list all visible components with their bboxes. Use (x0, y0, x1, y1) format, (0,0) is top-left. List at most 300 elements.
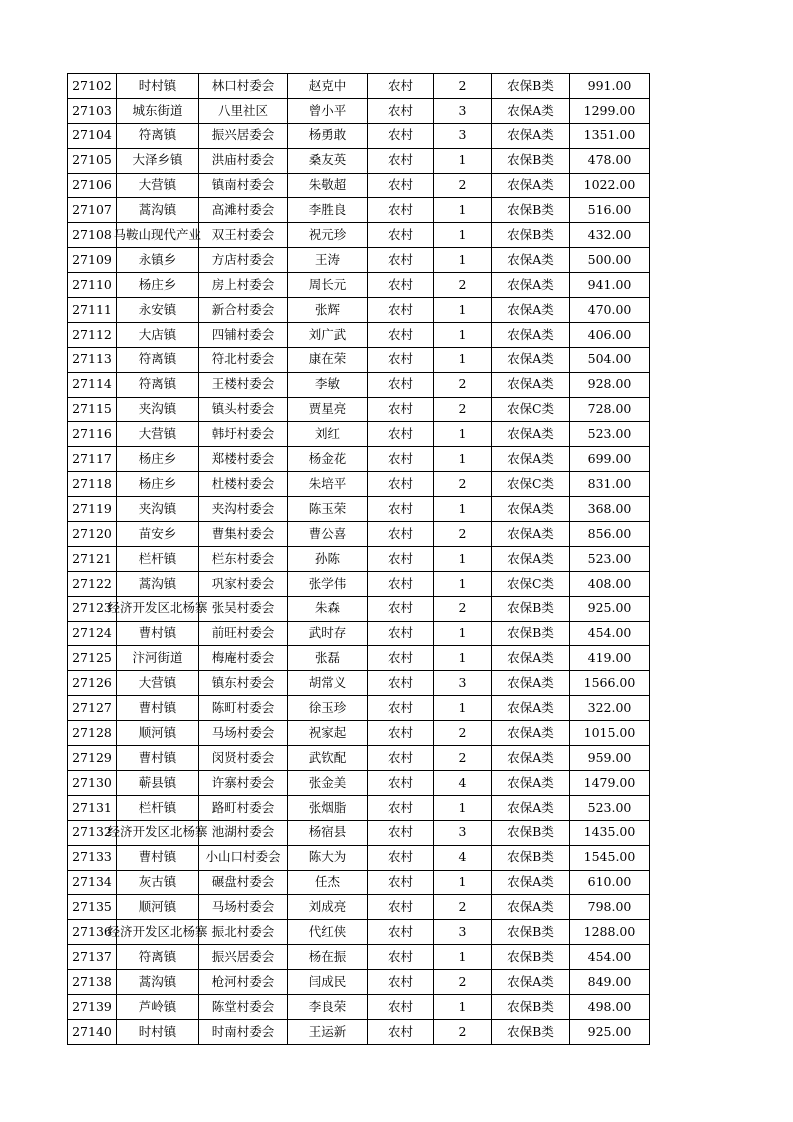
cell-insurance-category: 农保B类 (492, 1019, 570, 1044)
cell-insurance-category: 农保A类 (492, 746, 570, 771)
cell-record-id: 27131 (68, 795, 117, 820)
cell-area-type: 农村 (368, 123, 434, 148)
cell-area-type: 农村 (368, 920, 434, 945)
cell-amount: 856.00 (570, 522, 650, 547)
cell-village-committee: 符北村委会 (199, 347, 288, 372)
cell-area-type: 农村 (368, 248, 434, 273)
cell-insurance-category: 农保B类 (492, 74, 570, 99)
cell-amount: 523.00 (570, 795, 650, 820)
cell-township (107, 920, 208, 945)
cell-amount: 1299.00 (570, 98, 650, 123)
cell-person-name: 陈大为 (288, 845, 368, 870)
cell-township: 符离镇 (117, 123, 199, 148)
cell-township: 曹村镇 (117, 696, 199, 721)
table-row (68, 994, 650, 1019)
table-row (68, 1019, 650, 1044)
cell-record-id: 27138 (68, 970, 117, 995)
cell-township: 顺河镇 (117, 721, 199, 746)
cell-amount: 728.00 (570, 397, 650, 422)
cell-insurance-category: 农保B类 (492, 920, 570, 945)
cell-amount: 849.00 (570, 970, 650, 995)
table-row (68, 497, 650, 522)
cell-area-type: 农村 (368, 770, 434, 795)
cell-household-count: 2 (434, 596, 492, 621)
cell-household-count: 3 (434, 123, 492, 148)
cell-household-count: 2 (434, 472, 492, 497)
cell-record-id: 27126 (68, 671, 117, 696)
cell-village-committee: 陈堂村委会 (199, 994, 288, 1019)
cell-township: 杨庄乡 (117, 472, 199, 497)
table-row (68, 845, 650, 870)
cell-household-count: 2 (434, 1019, 492, 1044)
cell-area-type: 农村 (368, 721, 434, 746)
cell-record-id: 27105 (68, 148, 117, 173)
cell-township (107, 820, 208, 845)
cell-village-committee: 碾盘村委会 (199, 870, 288, 895)
cell-insurance-category: 农保A类 (492, 895, 570, 920)
cell-village-committee: 池湖村委会 (199, 820, 288, 845)
cell-township: 大营镇 (117, 671, 199, 696)
table-row (68, 621, 650, 646)
cell-household-count: 1 (434, 148, 492, 173)
cell-household-count: 1 (434, 546, 492, 571)
cell-township: 蕲县镇 (117, 770, 199, 795)
cell-record-id: 27121 (68, 546, 117, 571)
cell-area-type: 农村 (368, 422, 434, 447)
cell-record-id: 27140 (68, 1019, 117, 1044)
cell-person-name: 闫成民 (288, 970, 368, 995)
cell-person-name: 杨在振 (288, 945, 368, 970)
cell-amount: 408.00 (570, 571, 650, 596)
cell-village-committee: 陈町村委会 (199, 696, 288, 721)
cell-amount: 798.00 (570, 895, 650, 920)
cell-amount: 1022.00 (570, 173, 650, 198)
cell-insurance-category: 农保A类 (492, 322, 570, 347)
table-row (68, 372, 650, 397)
cell-household-count: 2 (434, 970, 492, 995)
cell-township: 时村镇 (117, 74, 199, 99)
table-row (68, 522, 650, 547)
cell-area-type: 农村 (368, 646, 434, 671)
cell-person-name: 王涛 (288, 248, 368, 273)
cell-village-committee: 四铺村委会 (199, 322, 288, 347)
cell-township: 城东街道 (117, 98, 199, 123)
cell-person-name: 张金美 (288, 770, 368, 795)
cell-village-committee: 林口村委会 (199, 74, 288, 99)
cell-record-id: 27109 (68, 248, 117, 273)
cell-area-type: 农村 (368, 347, 434, 372)
cell-insurance-category: 农保A类 (492, 347, 570, 372)
cell-amount: 523.00 (570, 422, 650, 447)
table-row (68, 173, 650, 198)
records-table-body (68, 74, 650, 1045)
cell-record-id: 27110 (68, 273, 117, 298)
cell-insurance-category: 农保C类 (492, 397, 570, 422)
cell-area-type: 农村 (368, 845, 434, 870)
cell-household-count: 2 (434, 74, 492, 99)
cell-insurance-category: 农保C类 (492, 571, 570, 596)
cell-township: 苗安乡 (117, 522, 199, 547)
table-row (68, 596, 650, 621)
cell-insurance-category: 农保A类 (492, 372, 570, 397)
cell-insurance-category: 农保A类 (492, 646, 570, 671)
cell-village-committee: 枪河村委会 (199, 970, 288, 995)
cell-area-type: 农村 (368, 546, 434, 571)
cell-household-count: 1 (434, 322, 492, 347)
cell-record-id: 27135 (68, 895, 117, 920)
cell-village-committee: 小山口村委会 (199, 845, 288, 870)
cell-record-id: 27120 (68, 522, 117, 547)
cell-insurance-category: 农保B类 (492, 820, 570, 845)
cell-household-count: 2 (434, 372, 492, 397)
cell-record-id: 27112 (68, 322, 117, 347)
cell-person-name: 朱培平 (288, 472, 368, 497)
cell-village-committee: 双王村委会 (199, 223, 288, 248)
cell-person-name: 桑友英 (288, 148, 368, 173)
cell-person-name: 王运新 (288, 1019, 368, 1044)
cell-amount: 500.00 (570, 248, 650, 273)
cell-village-committee: 路町村委会 (199, 795, 288, 820)
cell-township: 符离镇 (117, 945, 199, 970)
table-row (68, 895, 650, 920)
cell-household-count: 2 (434, 397, 492, 422)
cell-area-type: 农村 (368, 148, 434, 173)
table-row (68, 945, 650, 970)
cell-record-id: 27139 (68, 994, 117, 1019)
cell-amount: 959.00 (570, 746, 650, 771)
cell-insurance-category: 农保A类 (492, 970, 570, 995)
table-row (68, 770, 650, 795)
cell-record-id: 27130 (68, 770, 117, 795)
township-overflow-text: 经济开发区北杨寨 (107, 923, 208, 939)
cell-township: 大店镇 (117, 322, 199, 347)
cell-insurance-category: 农保B类 (492, 994, 570, 1019)
table-row (68, 248, 650, 273)
cell-person-name: 代红侠 (288, 920, 368, 945)
cell-amount: 454.00 (570, 621, 650, 646)
cell-person-name: 武时存 (288, 621, 368, 646)
table-row (68, 671, 650, 696)
cell-village-committee: 郑楼村委会 (199, 447, 288, 472)
cell-village-committee: 时南村委会 (199, 1019, 288, 1044)
cell-insurance-category: 农保A类 (492, 522, 570, 547)
cell-insurance-category: 农保A类 (492, 298, 570, 323)
cell-record-id: 27119 (68, 497, 117, 522)
township-overflow-text: 马鞍山现代产业 (113, 227, 202, 243)
cell-area-type: 农村 (368, 198, 434, 223)
cell-insurance-category: 农保B类 (492, 845, 570, 870)
township-overflow-text: 经济开发区北杨寨 (107, 824, 208, 840)
table-row (68, 571, 650, 596)
cell-insurance-category: 农保B类 (492, 596, 570, 621)
cell-village-committee: 洪庙村委会 (199, 148, 288, 173)
cell-record-id: 27115 (68, 397, 117, 422)
cell-record-id: 27133 (68, 845, 117, 870)
cell-person-name: 康在荣 (288, 347, 368, 372)
table-row (68, 74, 650, 99)
cell-amount: 454.00 (570, 945, 650, 970)
cell-township: 夹沟镇 (117, 497, 199, 522)
cell-record-id: 27127 (68, 696, 117, 721)
cell-record-id: 27117 (68, 447, 117, 472)
cell-household-count: 4 (434, 770, 492, 795)
cell-household-count: 1 (434, 621, 492, 646)
cell-village-committee: 镇南村委会 (199, 173, 288, 198)
cell-insurance-category: 农保A类 (492, 248, 570, 273)
cell-record-id: 27116 (68, 422, 117, 447)
cell-record-id: 27106 (68, 173, 117, 198)
table-row (68, 447, 650, 472)
cell-village-committee: 振兴居委会 (199, 945, 288, 970)
cell-amount: 368.00 (570, 497, 650, 522)
township-overflow-text: 经济开发区北杨寨 (107, 600, 208, 616)
cell-household-count: 1 (434, 298, 492, 323)
cell-person-name: 李良荣 (288, 994, 368, 1019)
cell-record-id: 27122 (68, 571, 117, 596)
cell-village-committee: 杜楼村委会 (199, 472, 288, 497)
cell-person-name: 陈玉荣 (288, 497, 368, 522)
cell-village-committee: 方店村委会 (199, 248, 288, 273)
cell-area-type: 农村 (368, 522, 434, 547)
cell-person-name: 李敏 (288, 372, 368, 397)
table-row (68, 920, 650, 945)
cell-amount: 419.00 (570, 646, 650, 671)
cell-person-name: 祝家起 (288, 721, 368, 746)
table-row (68, 646, 650, 671)
cell-amount: 1545.00 (570, 845, 650, 870)
cell-township: 芦岭镇 (117, 994, 199, 1019)
cell-person-name: 杨勇敢 (288, 123, 368, 148)
cell-household-count: 1 (434, 198, 492, 223)
table-row (68, 546, 650, 571)
table-row (68, 472, 650, 497)
cell-township: 符离镇 (117, 347, 199, 372)
cell-person-name: 朱敬超 (288, 173, 368, 198)
cell-household-count: 1 (434, 646, 492, 671)
cell-amount: 831.00 (570, 472, 650, 497)
cell-household-count: 3 (434, 820, 492, 845)
table-row (68, 322, 650, 347)
cell-insurance-category: 农保A类 (492, 870, 570, 895)
cell-household-count: 1 (434, 696, 492, 721)
cell-township: 顺河镇 (117, 895, 199, 920)
cell-insurance-category: 农保B类 (492, 198, 570, 223)
cell-record-id: 27113 (68, 347, 117, 372)
table-row (68, 223, 650, 248)
cell-insurance-category: 农保A类 (492, 546, 570, 571)
table-row (68, 422, 650, 447)
cell-household-count: 1 (434, 571, 492, 596)
cell-township: 大营镇 (117, 422, 199, 447)
cell-amount: 478.00 (570, 148, 650, 173)
cell-record-id: 27123 (68, 596, 117, 621)
cell-amount: 516.00 (570, 198, 650, 223)
cell-household-count: 1 (434, 795, 492, 820)
cell-township: 大泽乡镇 (117, 148, 199, 173)
cell-township: 夹沟镇 (117, 397, 199, 422)
cell-amount: 406.00 (570, 322, 650, 347)
cell-township: 栏杆镇 (117, 795, 199, 820)
table-row (68, 721, 650, 746)
cell-village-committee: 高滩村委会 (199, 198, 288, 223)
table-row (68, 696, 650, 721)
cell-township (107, 596, 208, 621)
table-row (68, 123, 650, 148)
cell-village-committee: 镇东村委会 (199, 671, 288, 696)
cell-insurance-category: 农保A类 (492, 422, 570, 447)
cell-area-type: 农村 (368, 74, 434, 99)
cell-amount: 432.00 (570, 223, 650, 248)
cell-area-type: 农村 (368, 696, 434, 721)
cell-person-name: 刘红 (288, 422, 368, 447)
cell-person-name: 张磊 (288, 646, 368, 671)
cell-person-name: 赵克中 (288, 74, 368, 99)
cell-amount: 470.00 (570, 298, 650, 323)
cell-area-type: 农村 (368, 945, 434, 970)
cell-person-name: 武钦配 (288, 746, 368, 771)
cell-village-committee: 房上村委会 (199, 273, 288, 298)
cell-amount: 699.00 (570, 447, 650, 472)
cell-amount: 610.00 (570, 870, 650, 895)
cell-township: 曹村镇 (117, 746, 199, 771)
cell-person-name: 张烟脂 (288, 795, 368, 820)
cell-township: 曹村镇 (117, 845, 199, 870)
cell-record-id: 27125 (68, 646, 117, 671)
cell-township: 栏杆镇 (117, 546, 199, 571)
cell-record-id: 27124 (68, 621, 117, 646)
cell-household-count: 1 (434, 422, 492, 447)
cell-amount: 925.00 (570, 596, 650, 621)
cell-household-count: 2 (434, 173, 492, 198)
cell-record-id: 27128 (68, 721, 117, 746)
cell-record-id: 27103 (68, 98, 117, 123)
cell-village-committee: 闵贤村委会 (199, 746, 288, 771)
cell-household-count: 2 (434, 721, 492, 746)
cell-person-name: 朱森 (288, 596, 368, 621)
table-row (68, 820, 650, 845)
cell-area-type: 农村 (368, 596, 434, 621)
cell-area-type: 农村 (368, 820, 434, 845)
cell-village-committee: 韩圩村委会 (199, 422, 288, 447)
cell-insurance-category: 农保B类 (492, 223, 570, 248)
cell-record-id: 27118 (68, 472, 117, 497)
cell-person-name: 杨宿县 (288, 820, 368, 845)
cell-person-name: 祝元珍 (288, 223, 368, 248)
cell-amount: 925.00 (570, 1019, 650, 1044)
cell-household-count: 1 (434, 447, 492, 472)
cell-village-committee: 前旺村委会 (199, 621, 288, 646)
cell-village-committee: 夹沟村委会 (199, 497, 288, 522)
cell-record-id: 27134 (68, 870, 117, 895)
cell-township: 时村镇 (117, 1019, 199, 1044)
cell-village-committee: 新合村委会 (199, 298, 288, 323)
cell-township: 大营镇 (117, 173, 199, 198)
cell-household-count: 1 (434, 347, 492, 372)
cell-area-type: 农村 (368, 621, 434, 646)
cell-household-count: 4 (434, 845, 492, 870)
cell-area-type: 农村 (368, 98, 434, 123)
cell-village-committee: 巩家村委会 (199, 571, 288, 596)
cell-township: 灰古镇 (117, 870, 199, 895)
cell-area-type: 农村 (368, 970, 434, 995)
cell-area-type: 农村 (368, 497, 434, 522)
cell-record-id: 27111 (68, 298, 117, 323)
cell-village-committee: 梅庵村委会 (199, 646, 288, 671)
cell-township: 杨庄乡 (117, 447, 199, 472)
cell-area-type: 农村 (368, 322, 434, 347)
cell-household-count: 1 (434, 223, 492, 248)
cell-village-committee: 许寨村委会 (199, 770, 288, 795)
table-row (68, 198, 650, 223)
cell-area-type: 农村 (368, 472, 434, 497)
cell-township: 蒿沟镇 (117, 571, 199, 596)
cell-amount: 1435.00 (570, 820, 650, 845)
cell-person-name: 孙陈 (288, 546, 368, 571)
cell-area-type: 农村 (368, 298, 434, 323)
cell-area-type: 农村 (368, 870, 434, 895)
cell-township: 永安镇 (117, 298, 199, 323)
cell-township: 符离镇 (117, 372, 199, 397)
cell-area-type: 农村 (368, 223, 434, 248)
cell-record-id: 27108 (68, 223, 117, 248)
cell-village-committee: 镇头村委会 (199, 397, 288, 422)
cell-person-name: 张辉 (288, 298, 368, 323)
cell-insurance-category: 农保A类 (492, 696, 570, 721)
cell-person-name: 刘广武 (288, 322, 368, 347)
cell-village-committee: 八里社区 (199, 98, 288, 123)
cell-insurance-category: 农保A类 (492, 447, 570, 472)
cell-amount: 941.00 (570, 273, 650, 298)
cell-area-type: 农村 (368, 571, 434, 596)
table-row (68, 970, 650, 995)
cell-household-count: 1 (434, 994, 492, 1019)
cell-township: 永镇乡 (117, 248, 199, 273)
cell-record-id: 27114 (68, 372, 117, 397)
table-row (68, 746, 650, 771)
cell-person-name: 任杰 (288, 870, 368, 895)
cell-person-name: 李胜良 (288, 198, 368, 223)
cell-insurance-category: 农保A类 (492, 671, 570, 696)
cell-record-id: 27107 (68, 198, 117, 223)
cell-amount: 1351.00 (570, 123, 650, 148)
cell-household-count: 2 (434, 522, 492, 547)
cell-household-count: 3 (434, 671, 492, 696)
cell-insurance-category: 农保B类 (492, 945, 570, 970)
table-row (68, 347, 650, 372)
cell-insurance-category: 农保A类 (492, 98, 570, 123)
cell-amount: 322.00 (570, 696, 650, 721)
table-row (68, 870, 650, 895)
cell-village-committee: 振北村委会 (199, 920, 288, 945)
cell-area-type: 农村 (368, 895, 434, 920)
cell-township (113, 223, 202, 248)
cell-insurance-category: 农保A类 (492, 770, 570, 795)
cell-household-count: 1 (434, 248, 492, 273)
cell-household-count: 2 (434, 273, 492, 298)
cell-household-count: 1 (434, 945, 492, 970)
cell-person-name: 贾星亮 (288, 397, 368, 422)
cell-amount: 1288.00 (570, 920, 650, 945)
cell-record-id: 27132 (68, 820, 117, 845)
cell-village-committee: 栏东村委会 (199, 546, 288, 571)
cell-record-id: 27104 (68, 123, 117, 148)
cell-insurance-category: 农保A类 (492, 123, 570, 148)
cell-area-type: 农村 (368, 273, 434, 298)
cell-record-id: 27102 (68, 74, 117, 99)
cell-person-name: 张学伟 (288, 571, 368, 596)
cell-household-count: 2 (434, 746, 492, 771)
cell-insurance-category: 农保B类 (492, 148, 570, 173)
